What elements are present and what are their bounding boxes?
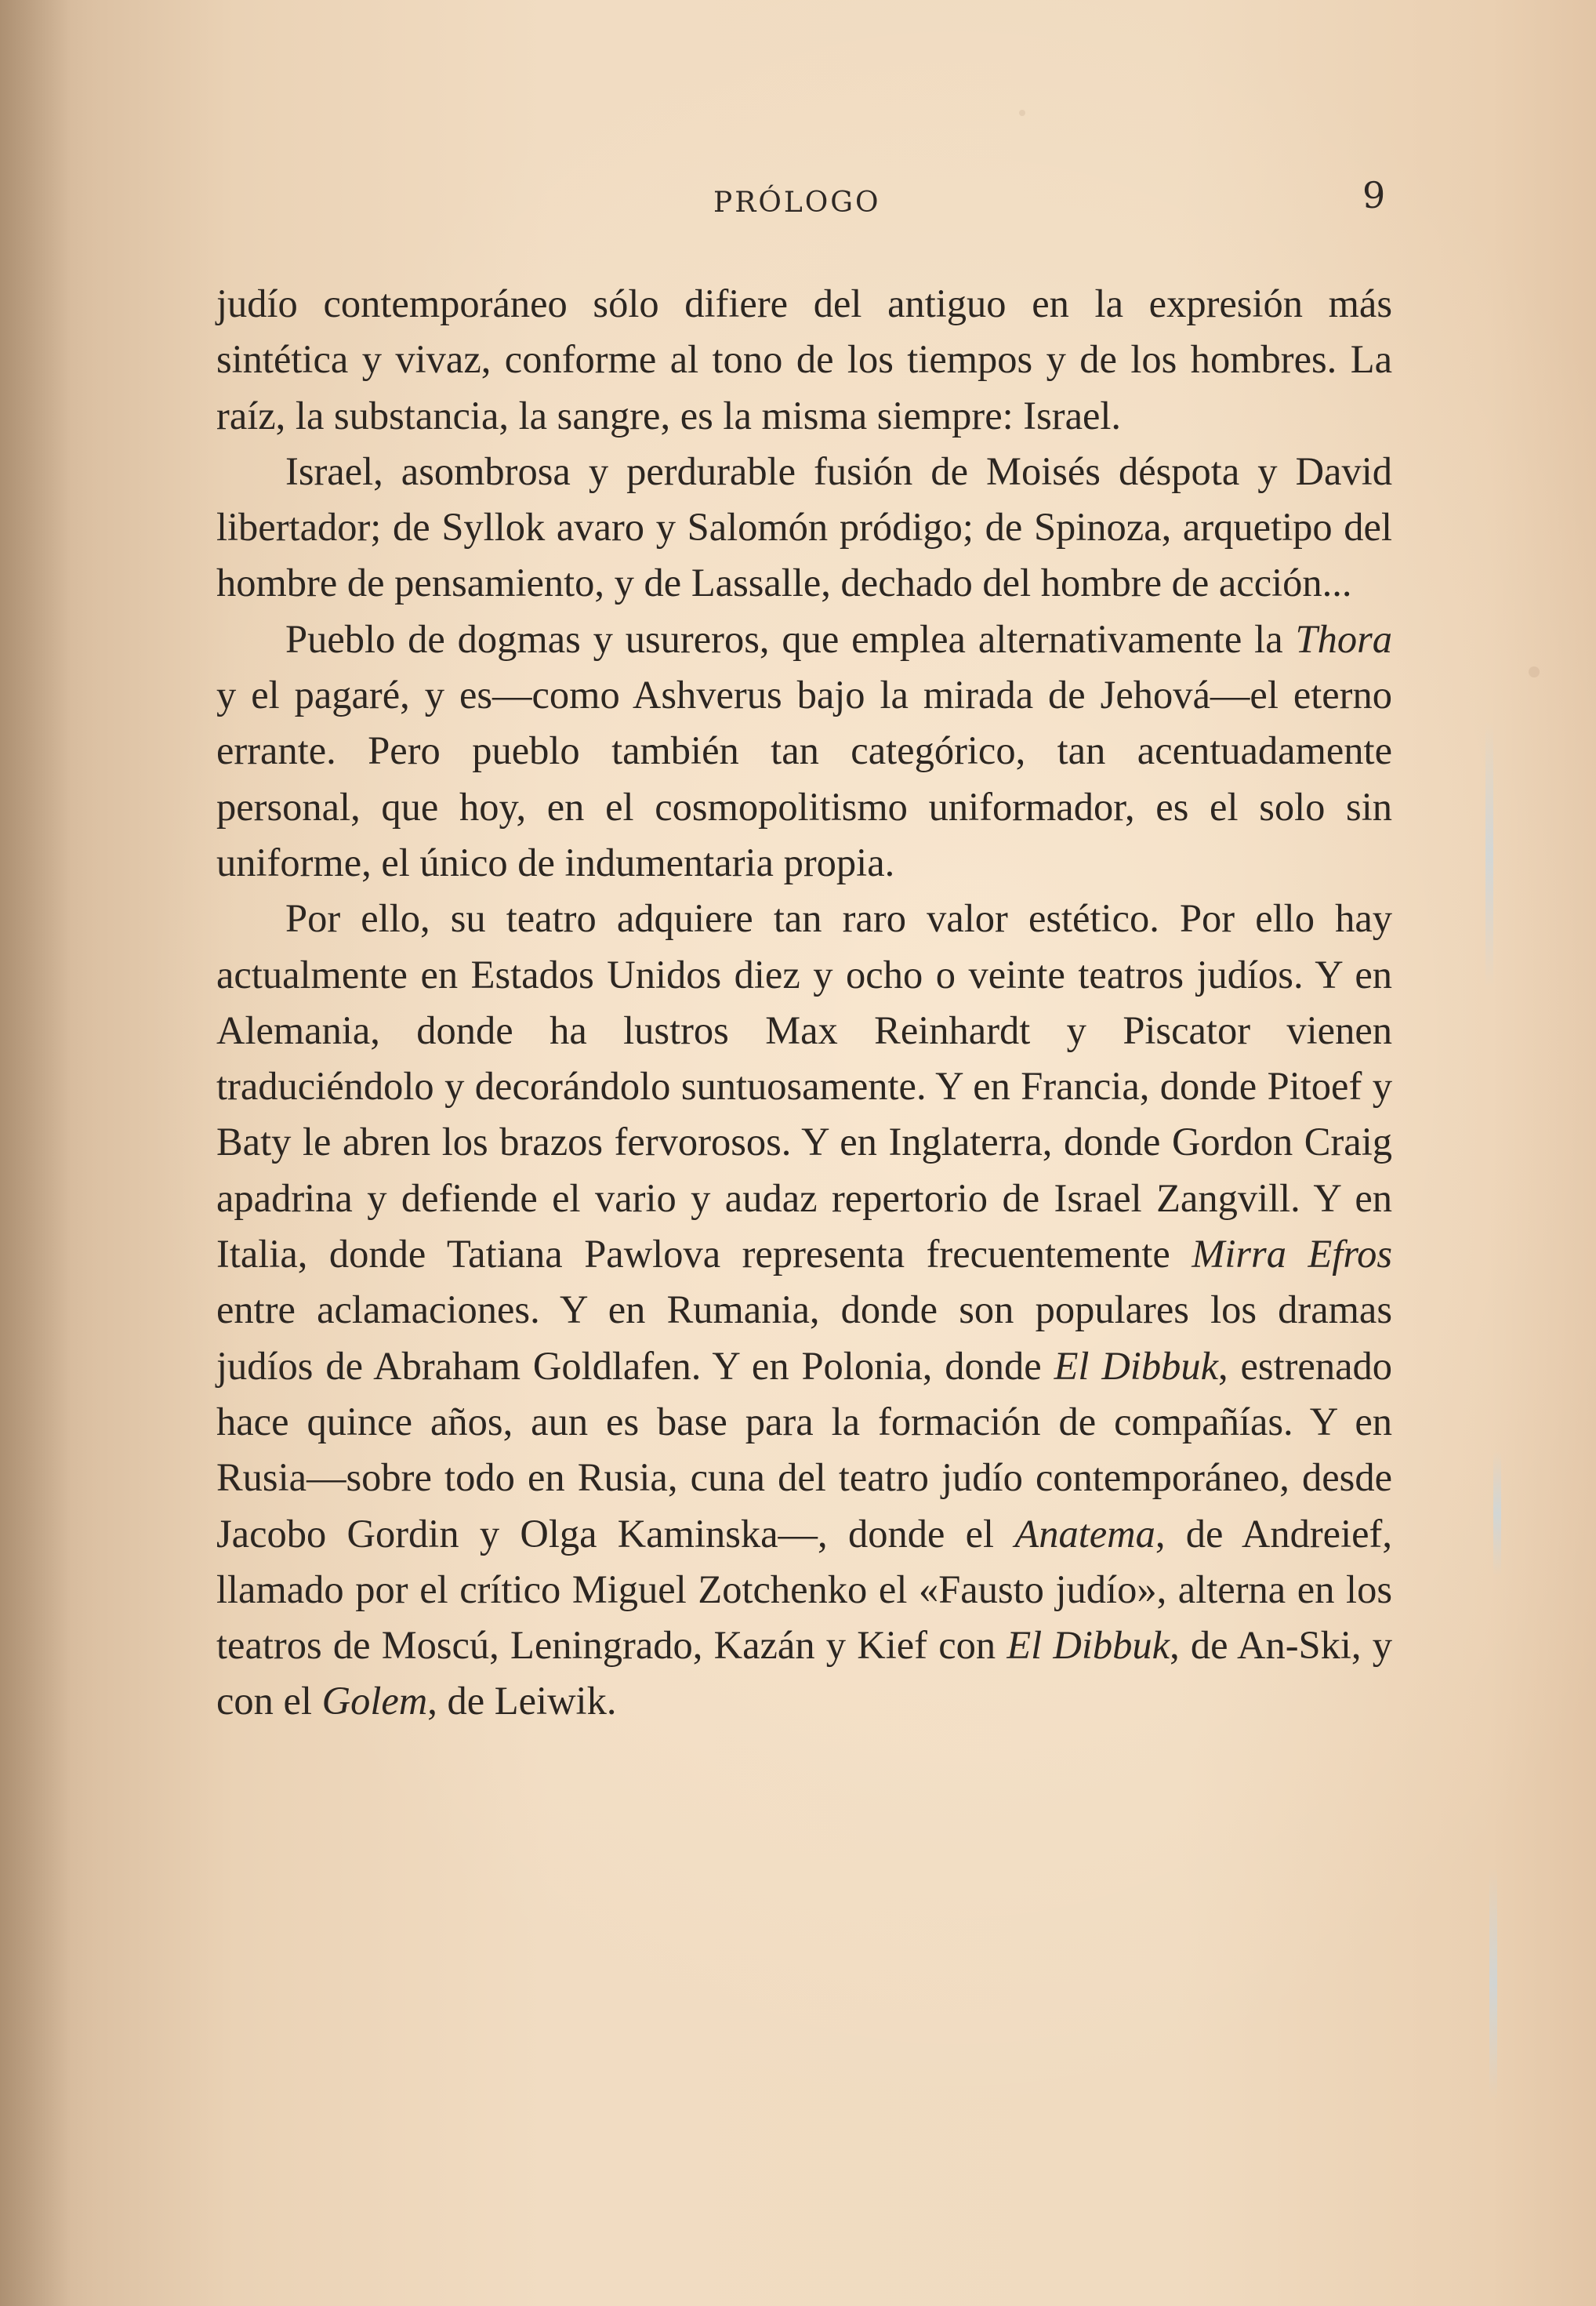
paragraph <box>216 612 1392 891</box>
paragraph-text: , de An-Ski, y con el <box>216 1623 1393 1723</box>
paragraph-text: Por ello, su teatro adquiere tan raro valor estético. Por ello hay actualmente en Estados Unidos diez y ocho o veinte teatros judíos. Y en Alemania, donde ha lustros Max Reinhardt y Piscator vienen traduciéndolo y decorándolo suntuosamente. Y en Francia, donde Pitoef y Baty le abren los brazos fervorosos. Y en Inglaterra, donde Gordon Craig apadrina y defiende el vario y audaz repertorio de Israel Zangvill. Y en Italia, donde Tatiana Pawlova representa frecuentemente <box>216 896 1392 1276</box>
italic-title: Thora <box>1295 616 1392 661</box>
paragraph: Israel, asombrosa y perdurable fusión de Moisés déspota y David libertador; de Syllok avaro y Salomón pródigo; de Spinoza, arquetipo del hombre de pensamiento, y de Lassalle, dechado del hombre de acción... <box>216 448 1392 605</box>
italic-title: El Dibbuk <box>1054 1343 1218 1388</box>
paragraph-text: , estrenado hace quince años, aun es base para la formación de compañías. Y en Rusia—sobre todo en Rusia, cuna del teatro judío contemporáneo, desde Jacobo Gordin y Olga Kaminska—, donde el <box>216 1343 1392 1556</box>
page-number: 9 <box>1362 174 1386 216</box>
page-edge-mark <box>1485 721 1493 988</box>
paragraph-text: , de Andreief, llamado por el crítico Miguel Zotchenko el «Fausto judío», alterna en los teatros de Moscú, Leningrado, Kazán y Kief con <box>216 1511 1392 1668</box>
running-title: PRÓLOGO <box>713 187 881 219</box>
paragraph-text: Pueblo de dogmas y usureros, que emplea alternativamente la <box>285 616 1296 661</box>
paragraph-text: entre aclamaciones. Y en Rumania, donde son populares los dramas judíos de Abraham Goldlafen. Y en Polonia, donde <box>216 1287 1392 1388</box>
paper-stain <box>1529 666 1540 677</box>
paragraph: judío contemporáneo sólo difiere del antiguo en la expresión más sintética y vivaz, conforme al tono de los tiempos y de los hombres. La raíz, la substancia, la sangre, es la misma siempre: Israel. <box>216 281 1392 438</box>
italic-title: Golem <box>321 1679 428 1723</box>
page-edge-mark <box>1489 1866 1497 2101</box>
paragraph-text: y el pagaré, y es—como Ashverus bajo la mirada de Jehová—el eterno errante. Pero pueblo también tan categórico, tan acentuadamente personal, que hoy, en el cosmopolitismo uniformador, es el solo sin uniforme, el único de indumentaria propia. <box>216 673 1392 884</box>
paragraph <box>216 891 1392 1729</box>
page-edge-mark <box>1493 1451 1501 1576</box>
body-text <box>216 276 1392 1730</box>
binding-shadow <box>0 0 71 2306</box>
italic-title: Mirra Efros <box>1192 1232 1392 1276</box>
paragraph-text: , de Leiwik. <box>427 1679 617 1723</box>
italic-title: El Dibbuk <box>1007 1623 1170 1668</box>
italic-title: Anatema <box>1014 1511 1155 1556</box>
paper-stain <box>1019 110 1025 116</box>
